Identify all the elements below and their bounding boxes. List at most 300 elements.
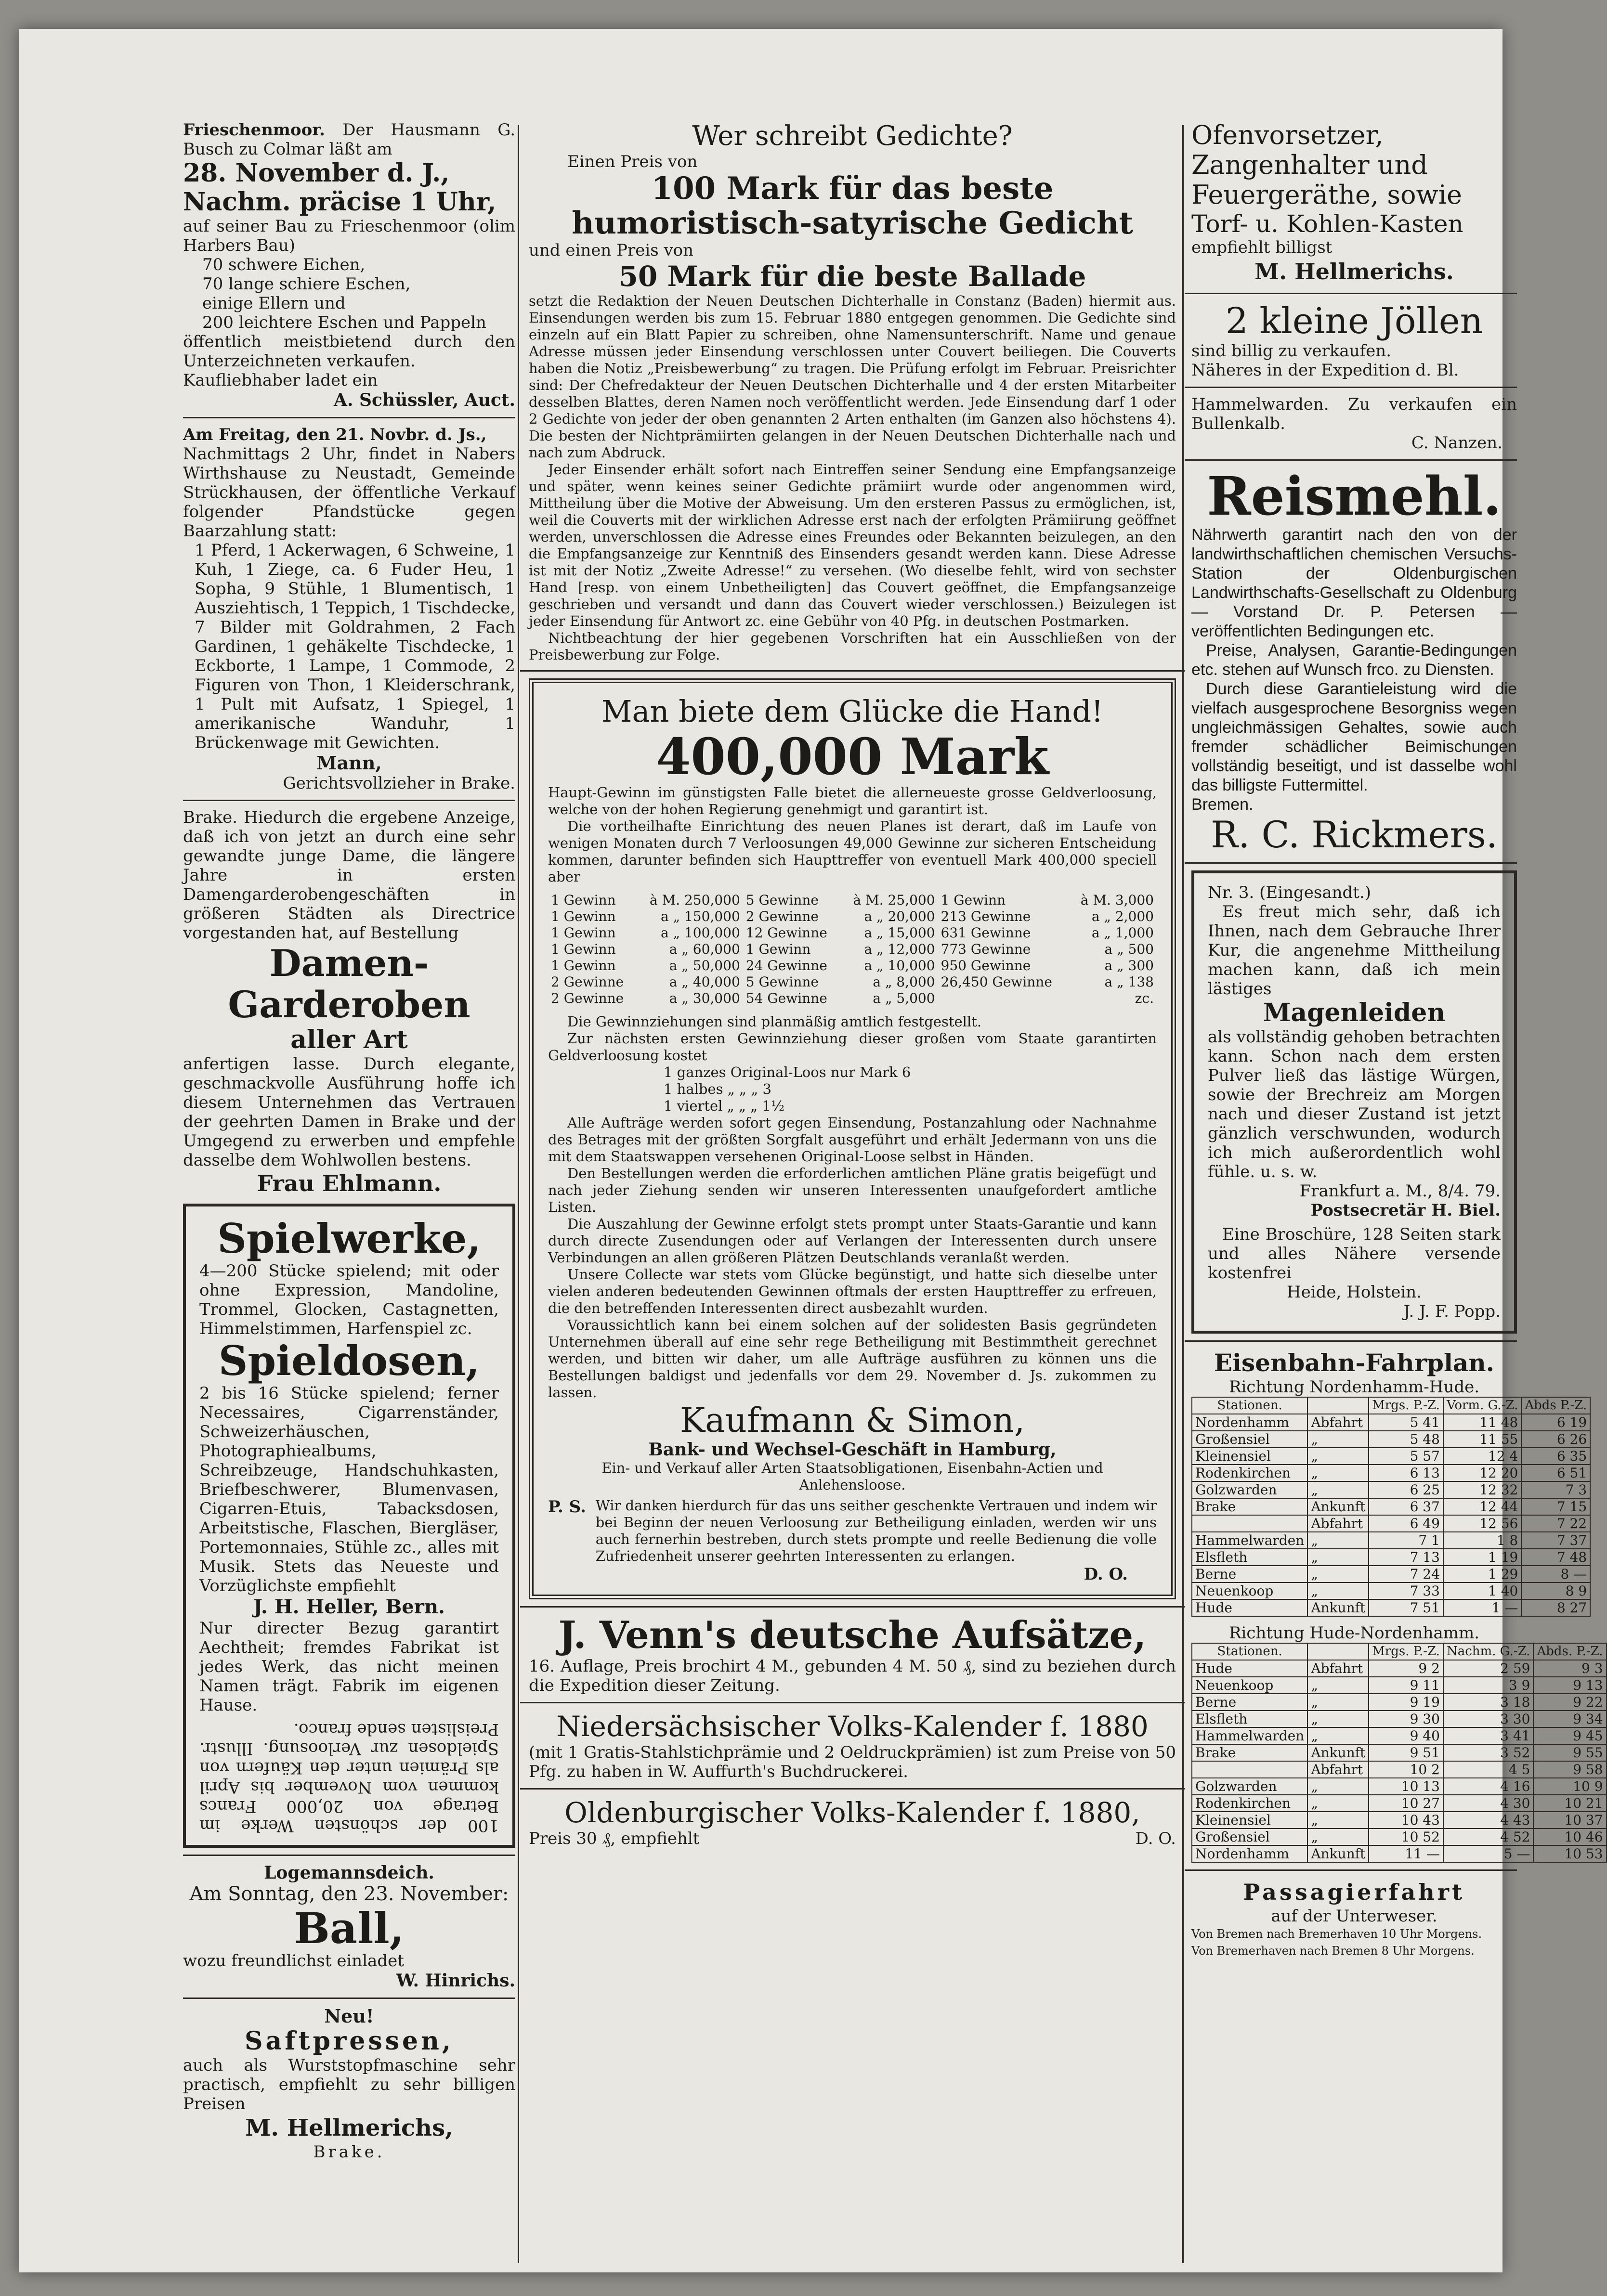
ad-fahrplan-dir1: Richtung Nordenhamm-Hude.	[1228, 1377, 1480, 1397]
divider	[520, 1788, 1185, 1790]
table-cell: 2 Gewinne	[551, 990, 624, 1006]
timetable-northbound	[1191, 1397, 1591, 1617]
table-row	[1192, 1744, 1607, 1761]
table-cell: à M. 250,000	[649, 892, 740, 908]
table-row	[1192, 1694, 1607, 1711]
ad-ehlmann-intro: Brake. Hiedurch die ergebene Anzeige, daß ich von jetzt an durch eine sehr gewandte junge Dame, die längere Jahre in ersten Damengarderobengeschäften in größeren Städten als Directrice vorgestanden hat, auf Bestellung	[183, 808, 515, 943]
table-row	[1192, 1481, 1590, 1498]
ad-lotto-ps-label: P. S.	[548, 1497, 586, 1517]
table-cell: a „ 50,000	[669, 958, 740, 973]
table-cell: 5 57	[1369, 1448, 1443, 1465]
table-cell: Hammelwarden	[1192, 1727, 1307, 1744]
table-cell: a „ 300	[1104, 958, 1154, 973]
ad-reismehl-body3: Durch diese Garantieleistung wird die vielfach ausgesprochene Besorgniss wegen ungleichmässigen Gehaltes, sowie auch fremder schädlicher Beimischungen vollständig beseitigt, und ist dasselbe wohl das billigste Futtermittel.	[1191, 680, 1517, 794]
ad-ofen-body: empfiehlt billigst	[1191, 238, 1333, 257]
list-item: Torf- u. Kohlen-Kasten	[1191, 210, 1463, 238]
table-cell: 4 43	[1443, 1812, 1534, 1829]
ad-lotto-amount: 400,000 Mark	[656, 727, 1049, 786]
table-cell: 4 5	[1443, 1761, 1534, 1778]
ad-reismehl-town: Bremen.	[1191, 795, 1254, 814]
table-cell: 1 Gewinn	[551, 892, 616, 908]
ad-bullenkalb	[1185, 395, 1517, 453]
table-cell: „	[1307, 1829, 1369, 1845]
table-cell: 213 Gewinne	[941, 908, 1031, 924]
table-cell: 11 48	[1443, 1414, 1521, 1431]
column-middle	[520, 120, 1185, 1848]
table-cell: 10 53	[1533, 1845, 1606, 1862]
ad-frieschenmoor-invite: Kaufliebhaber ladet ein	[183, 371, 378, 390]
table-cell: 2 Gewinne	[745, 908, 819, 924]
ad-venn-body: 16. Auflage, Preis brochirt 4 M., gebunden 4 M. 50 ₰, sind zu beziehen durch die Expedition dieser Zeitung.	[529, 1657, 1176, 1695]
ad-heller-note: Nur directer Bezug garantirt Aechtheit; fremdes Fabrikat ist jedes Werk, das nicht meinen Namen trägt. Fabrik im eigenen Hause.	[199, 1619, 499, 1715]
ad-magen-head: Magenleiden	[1263, 998, 1446, 1027]
column-header: Abds P.-Z.	[1521, 1397, 1590, 1414]
ad-saft-town: Brake.	[313, 2142, 385, 2162]
ad-lotto-price: 1 viertel „ „ „ 1½	[664, 1098, 784, 1114]
ad-ball-invite: wozu freundlichst einladet	[183, 1951, 404, 1971]
table-cell: 54 Gewinne	[745, 990, 827, 1006]
table-cell: 1 Gewinn	[551, 908, 616, 924]
table-cell: 631 Gewinne	[941, 925, 1031, 941]
table-header-row	[1192, 1397, 1590, 1414]
table-row	[1192, 1583, 1590, 1599]
ad-reismehl-sign: R. C. Rickmers.	[1211, 813, 1498, 856]
ad-magen-label: Nr. 3. (Eingesandt.)	[1208, 883, 1371, 902]
ad-kal1-head: Niedersächsischer Volks-Kalender f. 1880	[556, 1710, 1149, 1743]
ad-gedichte	[520, 120, 1185, 663]
ad-frieschenmoor-date: 28. November d. J.,	[183, 158, 450, 188]
timetable-southbound	[1191, 1643, 1607, 1863]
table-row	[1192, 1677, 1607, 1694]
table-cell: 9 13	[1533, 1677, 1606, 1694]
table-cell: 9 30	[1369, 1711, 1443, 1727]
ad-ehlmann-body: anfertigen lasse. Durch elegante, geschmackvolle Ausführung hoffe ich diesem Unternehmen das Vertrauen der geehrten Damen in Brake und der Umgegend zu erwerben und empfehle dasselbe dem Wohlwollen bestens.	[183, 1054, 515, 1170]
table-cell: 6 19	[1521, 1414, 1590, 1431]
table-cell: 3 30	[1443, 1711, 1534, 1727]
ad-passagier-head: Passagierfahrt	[1243, 1879, 1465, 1905]
table-cell: a „ 1,000	[1091, 925, 1154, 941]
table-cell: 6 13	[1369, 1465, 1443, 1481]
table-row	[1192, 1845, 1607, 1862]
table-cell: „	[1307, 1549, 1369, 1566]
table-row	[1192, 1448, 1590, 1465]
ad-pfand-sign: Mann,	[316, 752, 382, 774]
column-header: Vorm. G.-Z.	[1443, 1397, 1521, 1414]
ad-magen-body3: Eine Broschüre, 128 Seiten stark und alles Nähere versende kostenfrei	[1208, 1225, 1501, 1283]
table-cell: 5 48	[1369, 1431, 1443, 1448]
table-cell: 9 3	[1533, 1660, 1606, 1677]
ad-kal2-sign: D. O.	[1135, 1829, 1176, 1848]
ad-ball	[183, 1863, 515, 1991]
table-cell: Rodenkirchen	[1192, 1465, 1307, 1481]
table-cell: „	[1307, 1694, 1369, 1711]
table-cell: a „ 100,000	[660, 925, 740, 941]
ad-lotto-body6: Unsere Collecte war stets vom Glücke begünstigt, und hatte sich dieselbe unter vielen anderen bedeutenden Gewinnen oftmals der ersten Haupttreffer zu erfreuen, die den betreffenden Interessenten direct ausbezahlt wurden.	[548, 1266, 1157, 1316]
ad-bullen-body: Hammelwarden. Zu verkaufen ein Bullenkalb.	[1191, 395, 1517, 433]
table-row	[1192, 1778, 1607, 1795]
table-cell: 5 41	[1369, 1414, 1443, 1431]
table-cell: 9 45	[1533, 1727, 1606, 1744]
ad-heller-body2: 2 bis 16 Stücke spielend; ferner Necessaires, Cigarrenständer, Schweizerhäuschen, Photographiealbums, Schreibzeuge, Handschuhkasten, Briefbeschwerer, Blumenvasen, Cigarren-Etuis, Tabacksdosen, Arbeitstische, Flaschen, Biergläser, Portemonnaies, Stühle zc., alles mit Musik. Stets das Neueste und Vorzüglichste empfiehlt	[199, 1384, 499, 1596]
table-cell: „	[1307, 1727, 1369, 1744]
ad-gedichte-prize1: 100 Mark für das beste humoristisch-satyrische Gedicht	[572, 170, 1133, 241]
ad-frieschenmoor-place: auf seiner Bau zu Frieschenmoor (olim Harbers Bau)	[183, 217, 515, 255]
table-cell: 9 55	[1533, 1744, 1606, 1761]
ad-spielwerke	[183, 1204, 515, 1848]
table-cell: 3 52	[1443, 1744, 1534, 1761]
table-cell: 3 41	[1443, 1727, 1534, 1744]
ad-damen-garderoben	[183, 808, 515, 1197]
ad-lotto-body1: Die Gewinnziehungen sind planmäßig amtlich festgestellt.	[567, 1013, 982, 1030]
table-cell: à M. 3,000	[1080, 892, 1154, 908]
table-row	[548, 941, 1157, 958]
table-cell: Hude	[1192, 1660, 1307, 1677]
table-cell: 12 Gewinne	[745, 925, 827, 941]
ad-fahrplan-dir2: Richtung Hude-Nordenhamm.	[1228, 1623, 1480, 1643]
table-cell: 12 32	[1443, 1481, 1521, 1498]
table-cell: 6 49	[1369, 1515, 1443, 1532]
ad-frieschenmoor-sign: A. Schüssler, Auct.	[334, 390, 515, 410]
list-item: einige Ellern und	[202, 294, 346, 313]
table-cell: zc.	[1135, 990, 1154, 1006]
ad-passagier-sub: auf der Unterweser.	[1271, 1907, 1437, 1926]
table-cell: 9 40	[1369, 1727, 1443, 1744]
ad-lotto-body5: Die Auszahlung der Gewinne erfolgt stets prompt unter Staats-Garantie und kann durch directe Zusendungen oder auf Verlangen der Interessenten durch unsere Verbindungen an allen größeren Plätzen Deutschlands veranlaßt werden.	[548, 1216, 1157, 1266]
ad-ofen-sign: M. Hellmerichs.	[1254, 259, 1454, 285]
table-cell: 12 4	[1443, 1448, 1521, 1465]
table-cell: a „ 60,000	[669, 941, 740, 957]
table-cell: „	[1307, 1812, 1369, 1829]
table-cell: a „ 12,000	[864, 941, 935, 957]
table-row	[1192, 1795, 1607, 1812]
table-cell: Berne	[1192, 1694, 1307, 1711]
divider	[183, 1855, 515, 1856]
column-header: Mrgs. P.-Z.	[1369, 1643, 1443, 1660]
ad-kal2-line	[529, 1829, 1176, 1848]
ad-lotto-price: 1 halbes „ „ „ 3	[664, 1081, 771, 1097]
table-cell: a „ 5,000	[873, 990, 935, 1006]
table-cell: 9 11	[1369, 1677, 1443, 1694]
table-cell: Berne	[1192, 1566, 1307, 1583]
ad-venn-head: J. Venn's deutsche Aufsätze,	[558, 1613, 1147, 1657]
divider	[183, 1998, 515, 1999]
table-row	[548, 958, 1157, 974]
divider	[520, 1702, 1185, 1703]
ad-reismehl-body2: Preise, Analysen, Garantie-Bedingungen etc. stehen auf Wunsch frco. zu Diensten.	[1191, 641, 1517, 679]
table-cell: 7 24	[1369, 1566, 1443, 1583]
table-cell	[938, 990, 1069, 1007]
table-cell: Ankunft	[1307, 1744, 1369, 1761]
table-cell: 7 15	[1521, 1498, 1590, 1515]
ad-frieschenmoor-head: Frieschenmoor.	[183, 120, 325, 140]
table-cell: 1 8	[1443, 1532, 1521, 1549]
divider	[1185, 293, 1517, 294]
table-cell: Nordenhamm	[1192, 1845, 1307, 1862]
table-cell: 1 29	[1443, 1566, 1521, 1583]
ad-frieschenmoor-intro: Der Hausmann G. Busch zu Colmar läßt am	[183, 120, 516, 159]
column-header: Stationen.	[1192, 1643, 1307, 1660]
table-row	[548, 974, 1157, 990]
table-cell: Elsfleth	[1192, 1549, 1307, 1566]
table-cell: „	[1307, 1778, 1369, 1795]
ad-magen-sign: Postsecretär H. Biel.	[1310, 1201, 1501, 1220]
divider	[520, 1606, 1185, 1608]
table-cell: 10 52	[1369, 1829, 1443, 1845]
ad-gedichte-body: setzt die Redaktion der Neuen Deutschen Dichterhalle in Constanz (Baden) hiermit aus. Einsendungen werden bis zum 15. Februar 1880 entgegen genommen. Die Gedichte sind einzeln auf ein Blatt Papier zu schreiben, ohne Namensunterschrift. Name und genaue Adresse müssen jeder Einsendung verschlossen unter Couvert beiliegen. Die Couverts haben die Notiz „Preisbewerbung“ zu tragen. Die Prüfung erfolgt im Februar. Preisrichter sind: Der Chefredakteur der Neuen Deutschen Dichterhalle und 4 der ersten Mitarbeiter desselben Blattes, deren Namen noch veröffentlicht werden. Jede Einsendung darf 1 oder 2 Gedichte von jeder der oben genannten 2 Arten enthalten (im Ganzen also höchstens 4). Die besten der Nichtprämiirten gelangen in der Neuen Deutschen Dichterhalle nach und nach zum Abdruck.	[529, 293, 1176, 461]
table-cell: a „ 40,000	[669, 974, 740, 990]
table-row	[1192, 1599, 1590, 1616]
table-cell: 7 1	[1369, 1532, 1443, 1549]
ad-pfandstuecke	[183, 425, 515, 793]
table-cell: 1 Gewinn	[551, 925, 616, 941]
table-cell: 1 Gewinn	[551, 941, 616, 957]
table-cell: „	[1307, 1465, 1369, 1481]
list-item: Ofenvorsetzer,	[1191, 120, 1384, 150]
ad-heller-head1: Spielwerke,	[217, 1215, 481, 1262]
divider	[520, 670, 1185, 672]
divider	[1185, 459, 1517, 461]
table-cell: 7 33	[1369, 1583, 1443, 1599]
ad-passagier-line1: Von Bremen nach Bremerhaven 10 Uhr Morgens.	[1191, 1927, 1482, 1941]
column-rule-left	[518, 125, 519, 2263]
ad-gedichte-line1: Einen Preis von	[567, 152, 698, 171]
table-row	[1192, 1761, 1607, 1778]
table-cell: 9 58	[1533, 1761, 1606, 1778]
table-cell: 6 37	[1369, 1498, 1443, 1515]
table-row	[1192, 1711, 1607, 1727]
ad-joellen	[1185, 301, 1517, 380]
column-left	[183, 120, 515, 2162]
table-header-row	[1192, 1643, 1607, 1660]
ad-kal1-body: (mit 1 Gratis-Stahlstichprämie und 2 Oeldruckprämien) ist zum Preise von 50 Pfg. zu haben in W. Auffurth's Buchdruckerei.	[529, 1743, 1176, 1781]
table-cell: Hammelwarden	[1192, 1532, 1307, 1549]
ad-pfand-date: Am Freitag, den 21. Novbr. d. Js.,	[183, 425, 487, 444]
table-cell: Neuenkoop	[1192, 1583, 1307, 1599]
table-row	[548, 925, 1157, 941]
table-row	[1192, 1431, 1590, 1448]
table-cell: „	[1307, 1448, 1369, 1465]
table-cell: a „ 500	[1104, 941, 1154, 957]
table-row	[1192, 1812, 1607, 1829]
ad-reismehl-head: Reismehl.	[1207, 465, 1502, 527]
table-cell: 24 Gewinne	[745, 958, 827, 973]
table-cell: 1 Gewinn	[551, 958, 616, 973]
divider	[183, 417, 515, 418]
table-cell: a „ 30,000	[669, 990, 740, 1006]
table-cell: Nordenhamm	[1192, 1414, 1307, 1431]
table-row	[1192, 1414, 1590, 1431]
ad-heller-flipped: 100 der schönsten Werke im Betrage von 20,000 Francs kommen vom November bis April als Prämien unter den Käufern von Spieldosen zur Verloosung. Illustr. Preislisten sende franco.	[199, 1720, 499, 1835]
ad-lotto-head: Man biete dem Glücke die Hand!	[601, 694, 1103, 729]
table-cell: Golzwarden	[1192, 1481, 1307, 1498]
table-cell: Ankunft	[1307, 1498, 1369, 1515]
table-cell: a „ 150,000	[660, 908, 740, 924]
table-cell: Abfahrt	[1307, 1761, 1369, 1778]
table-cell: 7 13	[1369, 1549, 1443, 1566]
ad-magen-body2: als vollständig gehoben betrachten kann. Schon nach dem ersten Pulver ließ das lästige Würgen, sowie der Brechreiz am Morgen nach und dieser Zustand ist jetzt gänzlich verschwunden, wodurch ich mich außerordentlich wohl fühle. u. s. w.	[1208, 1027, 1501, 1181]
ad-ball-event: Ball,	[294, 1903, 405, 1953]
ad-ehlmann-sign: Frau Ehlmann.	[257, 1170, 442, 1196]
ad-lotto-ps-text: Wir danken hierdurch für das uns seither geschenkte Vertrauen und indem wir bei Beginn der neuen Verloosung zur Betheiligung einladen, werden wir uns auch fernerhin bestreben, durch stets prompte und reelle Bedienung die volle Zufriedenheit unserer geehrten Interessenten zu erlangen.	[595, 1497, 1157, 1564]
table-cell: „	[1307, 1795, 1369, 1812]
table-cell: „	[1307, 1677, 1369, 1694]
ad-ehlmann-sub: aller Art	[290, 1025, 408, 1054]
ad-lotto-body3: Alle Aufträge werden sofort gegen Einsendung, Postanzahlung oder Nachnahme des Betrages mit der größten Sorgfalt ausgeführt und erhält Jedermann von uns die mit dem Staatswappen versehenen Original-Loose selbst in Händen.	[548, 1115, 1157, 1165]
ad-kalender-1	[520, 1710, 1185, 1781]
ad-frieschenmoor	[183, 120, 515, 410]
divider	[1185, 387, 1517, 388]
ad-fahrplan	[1185, 1349, 1603, 1863]
table-cell: 26,450 Gewinne	[941, 974, 1052, 990]
table-cell: Rodenkirchen	[1192, 1795, 1307, 1812]
table-cell: a „ 138	[1104, 974, 1154, 990]
ad-kal2-head: Oldenburgischer Volks-Kalender f. 1880,	[564, 1796, 1140, 1829]
ad-lotto-body2: Zur nächsten ersten Gewinnziehung dieser großen vom Staate garantirten Geldverloosung kostet	[548, 1030, 1157, 1064]
ad-ball-head: Logemannsdeich.	[264, 1863, 434, 1883]
table-cell: 12 20	[1443, 1465, 1521, 1481]
ad-ofenvorsetzer	[1185, 120, 1517, 286]
list-item: 200 leichtere Eschen und Pappeln	[202, 313, 486, 332]
ad-saft-head: Saftpressen,	[244, 2026, 454, 2056]
table-cell: 2 Gewinne	[551, 974, 624, 990]
ad-reismehl	[1185, 467, 1517, 856]
ad-heller-head2: Spieldosen,	[218, 1337, 480, 1385]
ad-ball-date: Am Sonntag, den 23. November:	[189, 1883, 509, 1905]
ad-kal2-body: Preis 30 ₰, empfiehlt	[529, 1829, 700, 1848]
table-cell: à M. 25,000	[853, 892, 935, 908]
ad-ball-sign: W. Hinrichs.	[396, 1971, 515, 1991]
ad-lotto-firm: Kaufmann & Simon,	[679, 1401, 1025, 1440]
divider	[183, 800, 515, 801]
table-cell: Brake	[1192, 1498, 1307, 1515]
table-cell: Hude	[1192, 1599, 1307, 1616]
ad-venn	[520, 1614, 1185, 1695]
list-item: Zangenhalter und	[1191, 150, 1428, 180]
table-cell: a „ 8,000	[873, 974, 935, 990]
ad-lotto-body7: Voraussichtlich kann bei einem solchen auf der solidesten Basis gegründeten Unternehmen überall auf eine sehr rege Betheiligung mit Bestimmtheit gerechnet werden, und bitten wir daher, um alle Aufträge ausführen zu können uns die Bestellungen baldigst und jedenfalls vor dem 29. November d. Js. zukommen zu lassen.	[548, 1317, 1157, 1401]
table-cell: 6 35	[1521, 1448, 1590, 1465]
table-row	[1192, 1465, 1590, 1481]
table-cell: 7 22	[1521, 1515, 1590, 1532]
ad-lotto-ps	[548, 1497, 1157, 1565]
table-cell: 950 Gewinne	[941, 958, 1031, 973]
column-header: Mrgs. P.-Z.	[1369, 1397, 1443, 1414]
ad-heller-sign: J. H. Heller, Bern.	[253, 1596, 445, 1618]
ad-joellen-head: 2 kleine Jöllen	[1225, 300, 1483, 342]
table-cell	[1192, 1761, 1307, 1778]
ad-heller-body1: 4—200 Stücke spielend; mit oder ohne Expression, Mandoline, Trommel, Glocken, Castagnetten, Himmelstimmen, Harfenspiel zc.	[199, 1261, 499, 1338]
table-row	[1192, 1829, 1607, 1845]
table-cell: 12 44	[1443, 1498, 1521, 1515]
table-cell: Großensiel	[1192, 1829, 1307, 1845]
table-cell: 10 46	[1533, 1829, 1606, 1845]
table-cell: 12 56	[1443, 1515, 1521, 1532]
table-cell: „	[1307, 1431, 1369, 1448]
table-cell: 5 Gewinne	[745, 974, 819, 990]
table-cell: Abfahrt	[1307, 1660, 1369, 1677]
table-cell: Elsfleth	[1192, 1711, 1307, 1727]
ad-lotto-firm-sub: Bank- und Wechsel-Geschäft in Hamburg,	[648, 1440, 1057, 1460]
ad-joellen-body2: Näheres in der Expedition d. Bl.	[1191, 361, 1459, 380]
table-cell: 4 16	[1443, 1778, 1534, 1795]
column-right	[1185, 120, 1603, 1959]
ad-saft-sign: M. Hellmerichs,	[245, 2114, 453, 2141]
column-header: Nachm. G.-Z.	[1443, 1643, 1534, 1660]
column-header	[1307, 1643, 1369, 1660]
table-cell: 9 19	[1369, 1694, 1443, 1711]
table-cell: 1 Gewinn	[941, 892, 1006, 908]
table-cell: Golzwarden	[1192, 1778, 1307, 1795]
table-row	[548, 908, 1157, 925]
table-cell: 9 51	[1369, 1744, 1443, 1761]
table-cell: 10 9	[1533, 1778, 1606, 1795]
table-cell: 9 2	[1369, 1660, 1443, 1677]
newspaper-page	[19, 29, 1603, 2272]
table-row	[1192, 1515, 1590, 1532]
ad-magen-town: Heide, Holstein.	[1287, 1283, 1422, 1302]
ad-magen-sign2: J. J. F. Popp.	[1403, 1302, 1501, 1321]
table-cell: Kleinensiel	[1192, 1812, 1307, 1829]
divider	[1185, 1340, 1517, 1342]
ad-saft-tag: Neu!	[324, 2005, 374, 2027]
table-row	[1192, 1549, 1590, 1566]
table-cell: 5 —	[1443, 1845, 1534, 1862]
table-cell: 8 27	[1521, 1599, 1590, 1616]
table-cell: 3 18	[1443, 1694, 1534, 1711]
table-cell: 6 25	[1369, 1481, 1443, 1498]
list-item: 70 schwere Eichen,	[202, 255, 366, 274]
table-cell: a „ 20,000	[864, 908, 935, 924]
ad-gedichte-body2: Jeder Einsender erhält sofort nach Eintreffen seiner Sendung eine Empfangsanzeige und später, wenn keines seiner Gedichte prämiirt wurde oder angenommen wird, Mittheilung über die Motive der Abweisung. Um den ersteren Passus zu ermöglichen, ist, weil die Couverts mit der wirklichen Adresse erst nach der erfolgten Prämiirung geöffnet werden, unverschlossen die Adresse eines Freundes oder Bekannten beizulegen, an den die Empfangsanzeige zur Kenntniß des Einsenders gesandt werden kann. Diese Adresse ist mit der Notiz „Zweite Adresse!“ zu versehen. (Wo dieselbe fehlt, wird von sechster Hand [resp. von einem Unbetheiligten] das Couvert geöffnet, die Empfangsanzeige geschrieben und versandt und dann das Couvert wieder verschlossen.) Beizulegen ist jeder Einsendung für Antwort zc. eine Gebühr von 40 Pfg. in deutschen Postmarken.	[529, 461, 1176, 629]
table-cell: 1 40	[1443, 1583, 1521, 1599]
ad-gedichte-body3: Nichtbeachtung der hier gegebenen Vorschriften hat ein Ausschließen von der Preisbewerbung zur Folge.	[529, 630, 1176, 663]
table-cell: „	[1307, 1532, 1369, 1549]
table-cell: 1 Gewinn	[745, 941, 811, 957]
table-cell	[1192, 1515, 1307, 1532]
ad-ehlmann-head: Damen-Garderoben	[228, 942, 470, 1026]
table-cell: 1 —	[1443, 1599, 1521, 1616]
table-cell: 11 —	[1369, 1845, 1443, 1862]
table-cell: 4 30	[1443, 1795, 1534, 1812]
table-cell: 10 2	[1369, 1761, 1443, 1778]
table-cell: „	[1307, 1583, 1369, 1599]
table-cell: 10 21	[1533, 1795, 1606, 1812]
table-cell: 10 27	[1369, 1795, 1443, 1812]
table-cell: 10 43	[1369, 1812, 1443, 1829]
ad-pfand-role: Gerichtsvollzieher in Brake.	[283, 774, 515, 793]
prize-table	[548, 892, 1157, 1007]
ad-lotto-do: D. O.	[1084, 1565, 1128, 1584]
ad-fahrplan-head: Eisenbahn-Fahrplan.	[1214, 1349, 1495, 1377]
table-row	[1192, 1532, 1590, 1549]
list-item: Feuergeräthe, sowie	[1191, 180, 1462, 210]
ad-pfand-body: Nachmittags 2 Uhr, findet in Nabers Wirthshause zu Neustadt, Gemeinde Strückhausen, der öffentliche Verkauf folgender Pfandstücke gegen Baarzahlung statt:	[183, 444, 515, 541]
table-cell: 9 22	[1533, 1694, 1606, 1711]
ad-gedichte-line2: und einen Preis von	[529, 241, 694, 260]
ad-magen-place: Frankfurt a. M., 8/4. 79.	[1299, 1181, 1501, 1201]
ad-pfand-items: 1 Pferd, 1 Ackerwagen, 6 Schweine, 1 Kuh, 1 Ziege, ca. 6 Fuder Heu, 1 Sopha, 9 Stühle, 1 Blumentisch, 1 Ausziehtisch, 1 Teppich, 1 Tischdecke, 7 Bilder mit Goldrahmen, 2 Fach Gardinen, 1 gehäkelte Tischdecke, 1 Eckborte, 1 Lampe, 1 Commode, 2 Figuren von Thon, 1 Kleiderschrank, 1 Pult mit Aufsatz, 1 Spiegel, 1 amerikanische Wanduhr, 1 Brückenwage mit Gewichten.	[195, 541, 515, 752]
table-cell: 7 51	[1369, 1599, 1443, 1616]
table-cell: a „ 10,000	[864, 958, 935, 973]
table-cell: Kleinensiel	[1192, 1448, 1307, 1465]
table-cell: 1 19	[1443, 1549, 1521, 1566]
table-row	[1192, 1660, 1607, 1677]
ad-gedichte-head: Wer schreibt Gedichte?	[692, 120, 1013, 152]
table-row	[1192, 1566, 1590, 1583]
ad-saft-body: auch als Wurststopfmaschine sehr practisch, empfiehlt zu sehr billigen Preisen	[183, 2056, 515, 2114]
table-cell: 7 48	[1521, 1549, 1590, 1566]
table-row	[548, 892, 1157, 908]
